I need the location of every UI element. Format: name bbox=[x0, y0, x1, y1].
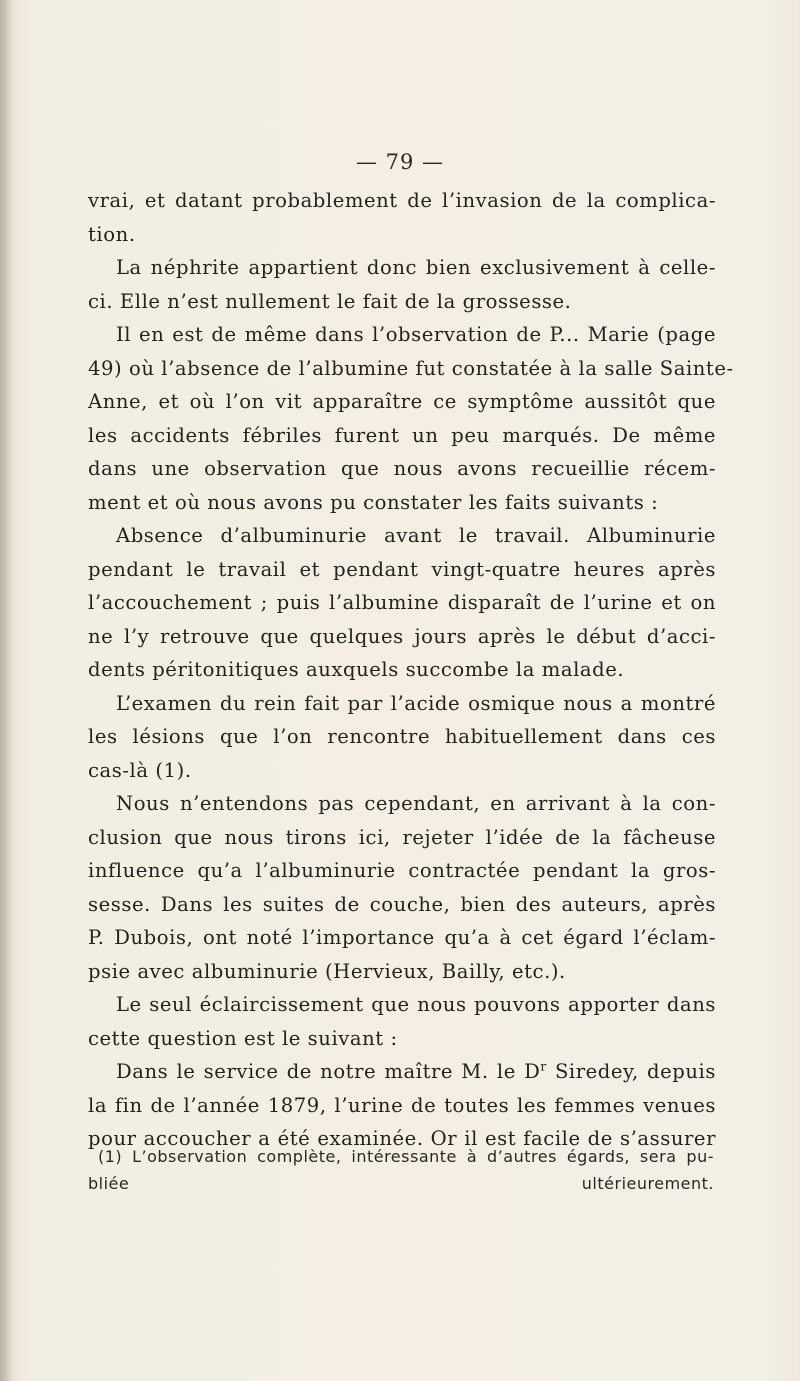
footnote-line: bliée ultérieurement. bbox=[88, 1174, 714, 1193]
text-line: Le seul éclaircissement que nous pouvons apporter dans bbox=[116, 993, 716, 1016]
text-line: influence qu’a l’albuminurie contractée pendant la gros- bbox=[88, 859, 716, 882]
text-line: ne l’y retrouve que quelques jours après le début d’acci- bbox=[88, 624, 716, 648]
text-line: Nous n’entendons pas cependant, en arrivant à la con- bbox=[116, 792, 716, 815]
text-line: 49) où l’absence de l’albumine fut constatée à la salle Sainte- bbox=[88, 356, 734, 380]
text-line: Dans le service de notre maître M. le $D^r$ Siredey, depuis bbox=[116, 1059, 716, 1083]
text-line: cette question est le suivant : bbox=[88, 1026, 398, 1050]
page-number: — 79 — bbox=[355, 150, 445, 174]
text-line: clusion que nous tirons ici, rejeter l’idée de la fâcheuse bbox=[88, 825, 716, 849]
text-line: tion. bbox=[88, 222, 136, 246]
text-line: La néphrite appartient donc bien exclusivement à celle- bbox=[116, 256, 716, 279]
text-line: Anne, et où l’on vit apparaître ce symptôme aussitôt que bbox=[88, 390, 716, 413]
text-line: Il en est de même dans l’observation de P... Marie (page bbox=[116, 323, 716, 346]
text-line: Absence d’albuminurie avant le travail. Albuminurie bbox=[116, 524, 716, 547]
superscript-r: r bbox=[540, 1059, 547, 1074]
text-line: cas-là (1). bbox=[88, 758, 192, 782]
text-line: P. Dubois, ont noté l’importance qu’a à cet égard l’éclam- bbox=[88, 926, 716, 949]
text-line: ci. Elle n’est nullement le fait de la grossesse. bbox=[88, 289, 572, 313]
body-text bbox=[88, 184, 734, 1156]
text-line: L’examen du rein fait par l’acide osmique nous a montré bbox=[116, 691, 716, 715]
text-line: sesse. Dans les suites de couche, bien des auteurs, après bbox=[88, 892, 716, 916]
text-line: dents péritonitiques auxquels succombe la malade. bbox=[88, 658, 625, 681]
text-line: pendant le travail et pendant vingt-quatre heures après bbox=[88, 557, 716, 581]
text-line: psie avec albuminurie (Hervieux, Bailly, etc.). bbox=[88, 959, 566, 983]
text-line: la fin de l’année 1879, l’urine de toutes les femmes venues bbox=[88, 1093, 716, 1117]
footnote-line: (1) L’observation complète, intéressante à d’autres égards, sera pu- bbox=[98, 1147, 714, 1166]
text-line: l’accouchement ; puis l’albumine disparaît de l’urine et on bbox=[88, 591, 716, 614]
text-line: les lésions que l’on rencontre habituellement dans ces bbox=[88, 725, 716, 748]
binding-shadow bbox=[0, 0, 14, 1381]
text-line: les accidents fébriles furent un peu marqués. De même bbox=[88, 423, 716, 447]
text-line: pour accoucher a été examinée. Or il est facile de s’assurer bbox=[88, 1127, 716, 1150]
footnote bbox=[88, 1143, 714, 1197]
text-line: vrai, et datant probablement de l’invasion de la complica- bbox=[88, 189, 716, 212]
text-line: ment et où nous avons pu constater les faits suivants : bbox=[88, 490, 659, 514]
text-line: dans une observation que nous avons recueillie récem- bbox=[88, 457, 716, 480]
